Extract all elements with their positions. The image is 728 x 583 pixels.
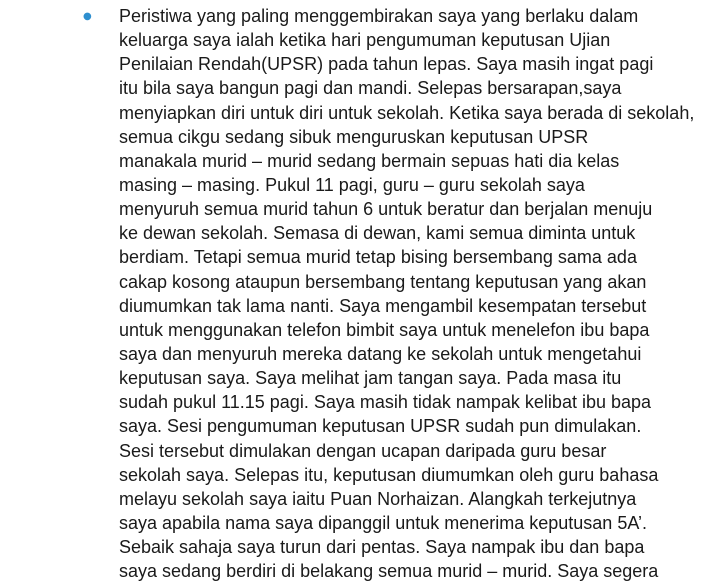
paragraph-line: berdiam. Tetapi semua murid tetap bising bersembang sama ada	[119, 247, 637, 268]
paragraph-line: saya. Sesi pengumuman keputusan UPSR sudah pun dimulakan.	[119, 416, 642, 437]
paragraph-line: Sebaik sahaja saya turun dari pentas. Saya nampak ibu dan bapa	[119, 537, 645, 558]
paragraph-line: cakap kosong ataupun bersembang tentang keputusan yang akan	[119, 271, 647, 292]
paragraph-line: Penilaian Rendah(UPSR) pada tahun lepas. Saya masih ingat pagi	[119, 54, 654, 75]
paragraph-line: sudah pukul 11.15 pagi. Saya masih tidak nampak kelibat ibu bapa	[119, 392, 652, 413]
paragraph-line: saya apabila nama saya dipanggil untuk menerima keputusan 5A’.	[119, 512, 647, 533]
paragraph-line: itu bila saya bangun pagi dan mandi. Selepas bersarapan,saya	[119, 78, 622, 99]
paragraph-line: masing – masing. Pukul 11 pagi, guru – guru sekolah saya	[119, 174, 585, 195]
paragraph-line: melayu sekolah saya iaitu Puan Norhaizan. Alangkah terkejutnya	[119, 488, 637, 509]
paragraph-line: manakala murid – murid sedang bermain sepuas hati dia kelas	[119, 150, 620, 171]
paragraph-line: Peristiwa yang paling menggembirakan saya yang berlaku dalam	[119, 6, 639, 26]
paragraph-line: keluarga saya ialah ketika hari pengumuman keputusan Ujian	[119, 30, 611, 51]
paragraph-line: semua cikgu sedang sibuk menguruskan keputusan UPSR	[119, 126, 589, 147]
paragraph-line: saya sedang berdiri di belakang semua murid – murid. Saya segera	[119, 561, 659, 582]
paragraph-line: keputusan saya. Saya melihat jam tangan saya. Pada masa itu	[119, 368, 622, 389]
bullet-icon: ●	[83, 11, 92, 22]
body-paragraph	[119, 4, 719, 583]
paragraph-line: menyuruh semua murid tahun 6 untuk beratur dan berjalan menuju	[119, 199, 653, 220]
paragraph-line: ke dewan sekolah. Semasa di dewan, kami semua diminta untuk	[119, 223, 636, 244]
paragraph-line: menyiapkan diri untuk diri untuk sekolah. Ketika saya berada di sekolah,	[119, 102, 695, 123]
paragraph-line: Sesi tersebut dimulakan dengan ucapan daripada guru besar	[119, 440, 607, 461]
paragraph-line: saya dan menyuruh mereka datang ke sekolah untuk mengetahui	[119, 343, 642, 364]
paragraph-line: diumumkan tak lama nanti. Saya mengambil kesempatan tersebut	[119, 295, 647, 316]
paragraph-line: sekolah saya. Selepas itu, keputusan diumumkan oleh guru bahasa	[119, 464, 659, 485]
paragraph-line: untuk menggunakan telefon bimbit saya untuk menelefon ibu bapa	[119, 319, 650, 340]
